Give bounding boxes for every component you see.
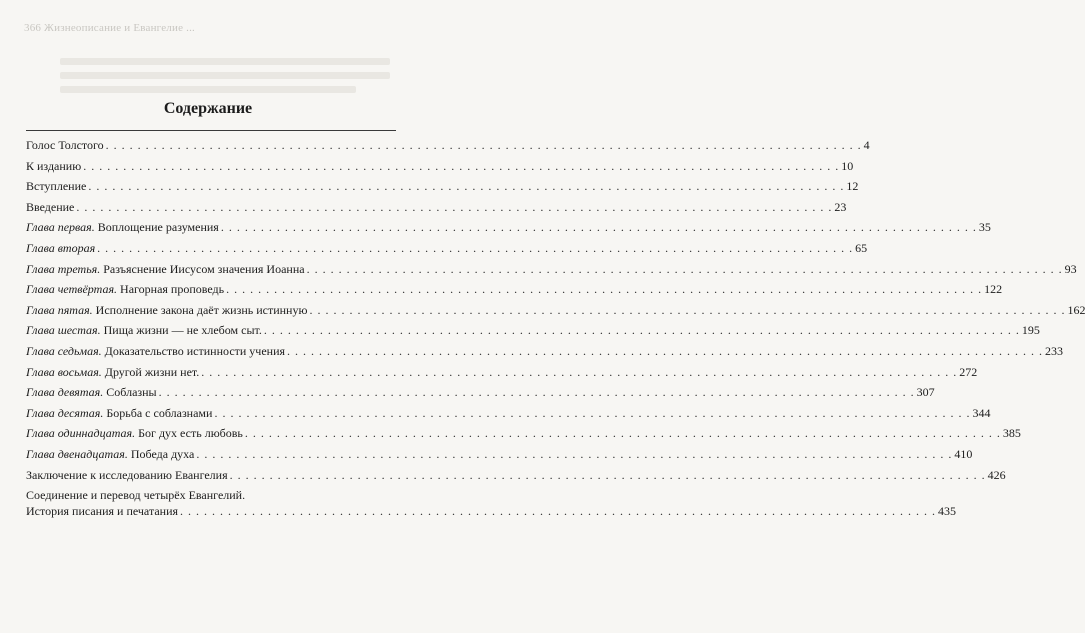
toc-entry[interactable] <box>26 217 991 238</box>
toc-entry-text <box>26 423 243 444</box>
toc-entry[interactable] <box>26 444 973 465</box>
toc-entry-final-line2: История писания и печатания <box>26 504 179 519</box>
toc-entry-page: 122 <box>984 282 1003 297</box>
toc-entry-page: 307 <box>916 385 935 400</box>
toc-entry-page: 385 <box>1002 426 1021 441</box>
leader-dots <box>97 238 853 259</box>
toc-entry-chapter: Глава восьмая. <box>26 364 102 379</box>
toc-entry-page: 426 <box>987 467 1006 482</box>
top-rule <box>26 130 396 131</box>
toc-entry-text <box>26 341 285 362</box>
leader-dots <box>76 197 832 218</box>
leader-dots <box>159 382 915 403</box>
leader-dots <box>226 279 982 300</box>
toc-entry-text <box>26 279 224 300</box>
leader-dots <box>245 423 1001 444</box>
toc-entry[interactable] <box>26 320 1040 341</box>
running-header: 366 Жизнеописание и Евангелие ... <box>24 22 195 34</box>
toc-entry-title: К изданию <box>26 158 82 173</box>
toc-entry-chapter: Глава третья. <box>26 261 101 276</box>
leader-dots <box>180 503 936 519</box>
toc-entry[interactable] <box>26 156 854 177</box>
toc-entry-page: 4 <box>863 138 870 152</box>
toc-entry[interactable] <box>26 135 870 156</box>
toc-entry-page: 23 <box>834 199 847 214</box>
toc-entry-text <box>26 320 262 341</box>
leader-dots <box>230 465 986 486</box>
toc-entry-chapter: Глава одиннадцатая. <box>26 426 136 441</box>
toc-entry-chapter: Глава вторая <box>26 240 96 255</box>
toc-entry-title: Соблазны <box>103 385 157 400</box>
toc-entry-chapter: Глава четвёртая. <box>26 282 118 297</box>
toc-entry-chapter: Глава пятая. <box>26 302 93 317</box>
table-of-contents <box>26 130 1085 519</box>
bleed-through-line <box>60 58 390 65</box>
toc-entry-title: Воплощение разумения <box>94 220 219 235</box>
toc-entry-text <box>26 403 212 424</box>
toc-entry-text <box>26 465 228 486</box>
toc-entry-chapter: Глава девятая. <box>26 385 104 400</box>
toc-entry-page: 272 <box>959 364 978 379</box>
toc-entry-page: 93 <box>1064 261 1077 276</box>
toc-entry-page: 35 <box>978 220 991 235</box>
toc-entry-title: Исполнение закона даёт жизнь истинную <box>92 302 308 317</box>
toc-entry-title: Пища жизни — не хлебом сыт. <box>100 323 262 338</box>
toc-entry[interactable] <box>26 382 935 403</box>
toc-entry-text <box>26 300 307 321</box>
toc-entry[interactable] <box>26 197 847 218</box>
toc-entry-page: 344 <box>972 405 991 420</box>
bleed-through-line <box>60 72 390 79</box>
toc-entry-text <box>26 259 305 280</box>
bleed-through-line <box>60 86 356 93</box>
toc-entry-title: Голос Толстого <box>26 138 104 152</box>
toc-entry-page: 435 <box>938 504 957 519</box>
toc-entry-text <box>26 176 86 197</box>
leader-dots <box>221 217 977 238</box>
leader-dots <box>264 320 1020 341</box>
toc-entry-text <box>26 217 219 238</box>
toc-entry[interactable] <box>26 341 1064 362</box>
toc-entry-title: Вступление <box>26 179 87 194</box>
leader-dots <box>83 156 839 177</box>
toc-entry-chapter: Глава шестая. <box>26 323 101 338</box>
toc-entry-final[interactable] <box>26 487 396 503</box>
toc-entry[interactable] <box>26 465 1006 486</box>
toc-entry-final-cont[interactable] <box>26 503 957 519</box>
leader-dots <box>287 341 1043 362</box>
toc-entry[interactable] <box>26 403 991 424</box>
leader-dots <box>201 362 957 383</box>
toc-entry-title: Победа духа <box>127 446 195 461</box>
leader-dots <box>214 403 970 424</box>
toc-entry-page: 65 <box>855 240 868 255</box>
toc-entry-final-line1: Соединение и перевод четырёх Евангелий. <box>26 488 246 503</box>
toc-list <box>26 135 1085 485</box>
toc-title: Содержание <box>128 96 288 122</box>
toc-entry[interactable] <box>26 238 868 259</box>
toc-entry[interactable] <box>26 176 859 197</box>
toc-entry[interactable] <box>26 300 1085 321</box>
toc-entry-title: Нагорная проповедь <box>117 282 225 297</box>
toc-entry[interactable] <box>26 259 1077 280</box>
toc-entry[interactable] <box>26 279 1003 300</box>
toc-entry-text <box>26 362 199 383</box>
toc-entry-title: Заключение к исследованию Евангелия <box>26 467 228 482</box>
toc-entry-text <box>26 135 104 156</box>
toc-entry-page: 10 <box>841 158 854 173</box>
toc-entry-title: Борьба с соблазнами <box>103 405 213 420</box>
toc-entry-title: Разъяснение Иисусом значения Иоанна <box>100 261 305 276</box>
toc-entry-chapter: Глава десятая. <box>26 405 104 420</box>
leader-dots <box>307 259 1063 280</box>
leader-dots <box>88 176 844 197</box>
toc-entry-chapter: Глава двенадцатая. <box>26 446 128 461</box>
toc-entry-title: Введение <box>26 199 75 214</box>
toc-entry-text <box>26 444 194 465</box>
toc-entry-title: Другой жизни нет. <box>101 364 200 379</box>
toc-entry-chapter: Глава седьмая. <box>26 343 102 358</box>
toc-entry-page: 195 <box>1021 323 1040 338</box>
toc-entry-text <box>26 382 157 403</box>
toc-entry-page: 233 <box>1045 343 1064 358</box>
toc-entry-page: 410 <box>954 446 973 461</box>
toc-entry-chapter: Глава первая. <box>26 220 95 235</box>
leader-dots <box>196 444 952 465</box>
leader-dots <box>106 135 862 156</box>
toc-entry[interactable] <box>26 423 1021 444</box>
toc-entry[interactable] <box>26 362 978 383</box>
toc-entry-title: Бог дух есть любовь <box>135 426 243 441</box>
toc-entry-text <box>26 156 81 177</box>
toc-entry-page: 162 <box>1067 302 1085 317</box>
toc-entry-text <box>26 197 74 218</box>
leader-dots <box>309 300 1065 321</box>
toc-entry-title: Доказательство истинности учения <box>101 343 286 358</box>
toc-entry-text <box>26 238 95 259</box>
toc-entry-page: 12 <box>846 179 859 194</box>
